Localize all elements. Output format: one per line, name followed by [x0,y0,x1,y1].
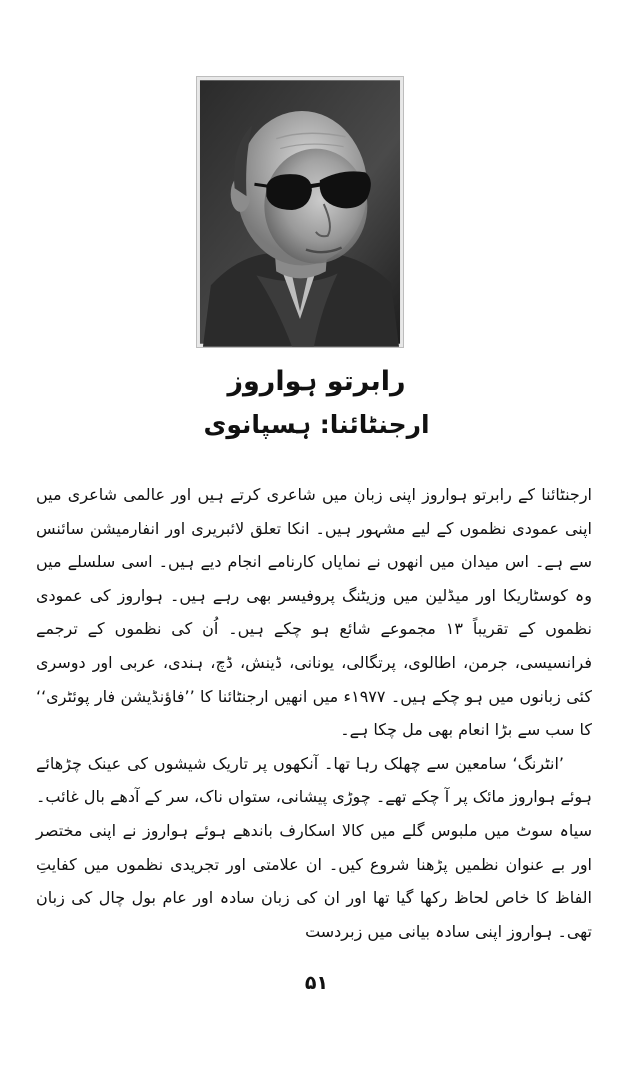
reading-description-paragraph: ’انٹرنگ‘ سامعین سے چھلک رہا تھا۔ آنکھوں پر تاریک شیشوں کی عینک چڑھائے ہوئے ہواروز مائک پر آ چکے تھے۔ چوڑی پیشانی، ستواں ناک، سر کے آدھے بال غائب۔ سیاہ سوٹ میں ملبوس گلے میں کالا اسکارف باندھے ہوئے ہواروز نے اپنی مختصر اور بے عنوان نظمیں پڑھنا شروع کیں۔ ان علامتی اور تجریدی نظموں میں کفایتِ الفاظ کا خاص لحاظ رکھا گیا تھا اور ان کی زبان سادہ اور عام بول چال کی زبان تھی۔ ہواروز اپنی سادہ بیانی میں زبردست [36,753,592,941]
page-number: ۵۱ [304,972,329,994]
biography-text [36,478,592,948]
author-portrait-photo [196,76,404,348]
poet-name-heading: رابرتو ہواروز [227,366,406,397]
country-language-heading: ارجنٹائنا: ہسپانوی [203,410,430,439]
biography-paragraph: ارجنٹائنا کے رابرتو ہواروز اپنی زبان میں شاعری کرتے ہیں اور عالمی شاعری میں اپنی عمودی نظموں کے لیے مشہور ہیں۔ انکا تعلق لائبریری اور انفارمیشن سائنس سے ہے۔ اس میدان میں انھوں نے نمایاں کارنامے انجام دیے ہیں۔ اسی سلسلے میں وہ کوسٹاریکا اور میڈلین میں وزیٹنگ پروفیسر بھی رہے ہیں۔ ہواروز کی عمودی نظموں کے تقریباً ۱۳ مجموعے شائع ہو چکے ہیں۔ اُن کی نظموں کے ترجمے فرانسیسی، جرمن، اطالوی، پرتگالی، یونانی، ڈینش، ڈچ، ہندی، عربی اور دوسری کئی زبانوں میں ہو چکے ہیں۔ ۱۹۷۷ء میں انھیں ارجنٹائنا کا ’’فاؤنڈیشن فار پوئٹری‘‘ کا سب سے بڑا انعام بھی مل چکا ہے۔ [36,485,593,740]
portrait-illustration [197,77,403,347]
